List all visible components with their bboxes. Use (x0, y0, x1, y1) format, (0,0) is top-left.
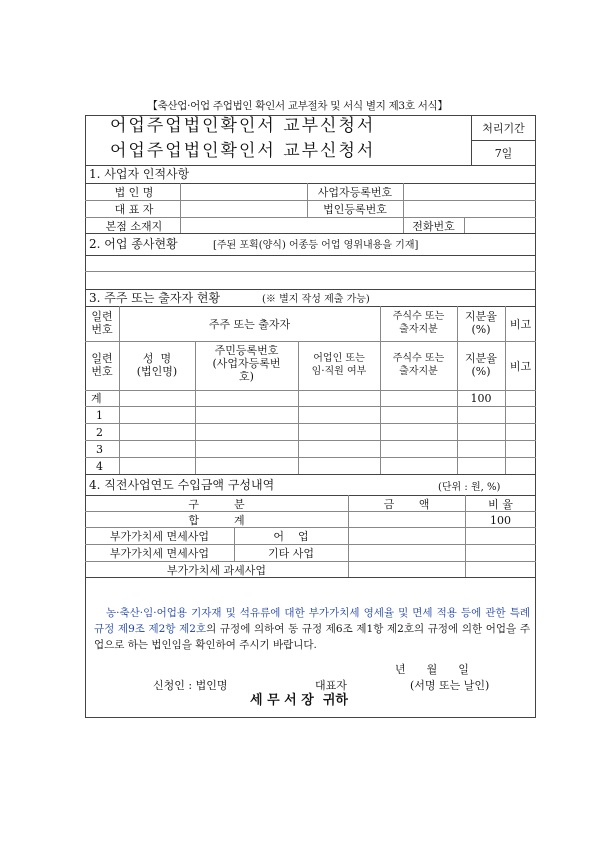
table-row-number: 1 (96, 409, 103, 422)
holder-header: 주주 또는 출자자 (208, 318, 291, 331)
date-line: 년 월 일 (395, 663, 469, 676)
note-header-2: 비고 (509, 360, 532, 373)
addressee: 세 무 서 장 귀하 (250, 693, 348, 708)
processing-period-label: 처리기간 (482, 122, 525, 135)
vat-exempt-other-label: 부가가치세 면세사업 (109, 547, 210, 560)
table-row-number: 3 (96, 443, 103, 456)
fisher-status-header: 어업인 또는 임·직원 여부 (311, 353, 367, 377)
processing-period-value: 7일 (494, 147, 513, 160)
serial-header-2: 일련 번호 (91, 352, 113, 378)
id-number-header: 주민등록번호 (사업자등록번 호) (212, 344, 281, 383)
form-title-line1: 어업주업법인확인서 교부신청서 (110, 116, 376, 136)
section-3-heading-note: (※ 별지 작성 제출 가능) (262, 294, 370, 305)
statement-rest-text: 의 규정에 의하여 동 규정 제6조 제1항 제2호의 규정에 의한 어업을 주업으로 하는 법인임을 확인하여 주시기 바랍니다. (94, 623, 530, 651)
statement-regulation-text: 농·축산·임·어업용 기자재 및 석유류에 대한 부가가치세 영세율 및 면세 적용 등에 관한 특례규정 제9조 제2항 제2호 (94, 607, 530, 635)
name-header: 성 명 (법인명) (136, 352, 178, 378)
corp-reg-no-label: 법인등록번호 (323, 203, 387, 216)
other-business-sublabel: 기타 사업 (267, 547, 314, 560)
vat-exempt-fishery-label: 부가가치세 면세사업 (109, 530, 210, 543)
form-title-line2: 어업주업법인확인서 교부신청서 (110, 141, 376, 161)
section-3-heading: 3. 주주 또는 출자자 현황 (89, 291, 221, 305)
hq-address-label: 본점 소재지 (105, 220, 163, 233)
table-row-number: 4 (96, 460, 103, 473)
biz-reg-no-label: 사업자등록번호 (317, 186, 393, 199)
total-row-ratio: 100 (470, 392, 492, 405)
applicant-corp-name-label: 신청인 : 법인명 (153, 679, 228, 692)
representative-label: 대 표 자 (114, 203, 154, 216)
corp-name-label: 법 인 명 (114, 186, 154, 199)
income-total-label: 합 계 (188, 514, 245, 527)
form-caption: 【축산업·어업 주업법인 확인서 교부절차 및 서식 별지 제3호 서식】 (147, 100, 448, 112)
income-total-ratio: 100 (490, 514, 511, 527)
serial-header-1: 일련 번호 (91, 310, 113, 336)
income-division-header: 구 분 (188, 498, 245, 511)
total-row-label: 계 (91, 392, 102, 405)
income-ratio-header: 비 율 (488, 498, 513, 511)
section-2-note: [주된 포획(양식) 어종등 어업 영위내용을 기재] (213, 240, 419, 251)
phone-label: 전화번호 (412, 220, 455, 233)
fishery-sublabel: 어 업 (273, 530, 309, 543)
note-header-1: 비고 (509, 318, 532, 331)
ratio-header-2: 지분율 (%) (465, 352, 497, 378)
section-2-heading: 2. 어업 종사현황 (89, 237, 178, 251)
signature-label: (서명 또는 날인) (410, 679, 490, 692)
section-4-heading: 4. 직전사업연도 수입금액 구성내역 (89, 478, 275, 492)
ratio-header-1: 지분율 (%) (465, 310, 497, 336)
section-4-unit: (단위 : 원, %) (438, 482, 501, 493)
section-1-heading: 1. 사업자 인적사항 (89, 167, 190, 181)
table-row-number: 2 (96, 426, 103, 439)
applicant-representative-label: 대표자 (315, 679, 347, 692)
income-amount-header: 금 액 (383, 498, 430, 511)
confirmation-statement (94, 605, 530, 653)
shares-header-2: 주식수 또는 출자지분 (392, 353, 445, 377)
vat-taxable-label: 부가가치세 과세사업 (166, 564, 267, 577)
shares-header-1: 주식수 또는 출자지분 (392, 311, 445, 335)
